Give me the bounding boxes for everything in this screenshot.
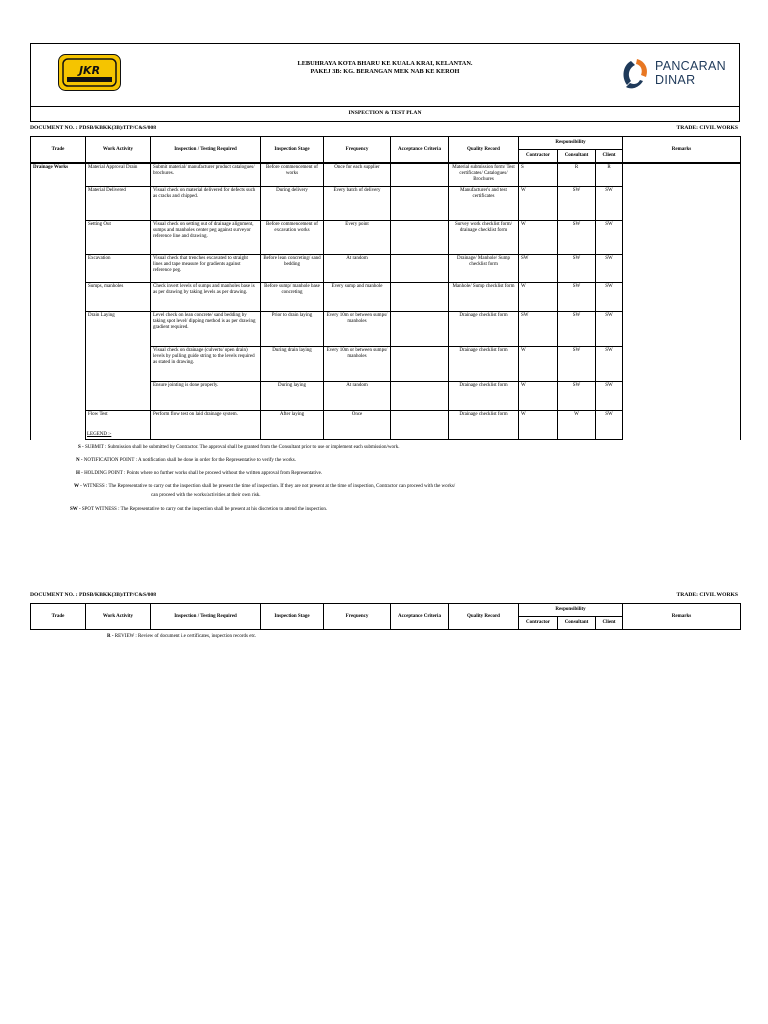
legend-sw-key: SW - bbox=[70, 507, 81, 512]
cell-quality: Manufacturer's and test certificates bbox=[449, 187, 519, 221]
cell-frequency: At random bbox=[324, 255, 391, 283]
cell-inspection: Visual check on drainage (culverts/ open drain) levels by pulling guide string to the levels required as stated in drawing. bbox=[151, 347, 261, 382]
itp-page-2 bbox=[30, 589, 740, 630]
col-inspection: Inspection / Testing Required bbox=[151, 137, 261, 163]
col-acceptance: Acceptance Criteria bbox=[391, 137, 449, 163]
cell-trade bbox=[31, 312, 86, 347]
legend-title: LEGEND :- bbox=[87, 432, 112, 437]
cell-remarks bbox=[623, 164, 741, 187]
cell-client: SW bbox=[596, 411, 623, 440]
col-responsibility-2: Responsibility bbox=[519, 604, 623, 617]
cell-consultant: SW bbox=[558, 187, 596, 221]
cell-remarks bbox=[623, 187, 741, 221]
col-trade: Trade bbox=[31, 137, 86, 163]
cell-consultant: SW bbox=[558, 347, 596, 382]
cell-inspection: Level check on lean concrete/ sand bedding by taking spot level/ dipping method is as per drawing gradient required. bbox=[151, 312, 261, 347]
cell-frequency: Once for each supplier bbox=[324, 164, 391, 187]
legend-spot-witness bbox=[70, 507, 327, 513]
col-trade-2: Trade bbox=[31, 604, 86, 630]
cell-stage: Before commencement of excavation works bbox=[261, 221, 324, 255]
cell-stage: Before sump/ manhole base concreting bbox=[261, 283, 324, 312]
jkr-logo-text: JKR bbox=[78, 64, 101, 77]
legend-n-key: N - bbox=[76, 458, 83, 463]
cell-client: SW bbox=[596, 255, 623, 283]
col-inspection-2: Inspection / Testing Required bbox=[151, 604, 261, 630]
document-info-line-2 bbox=[30, 589, 740, 603]
project-title bbox=[181, 60, 589, 76]
col-quality-record-2: Quality Record bbox=[449, 604, 519, 630]
legend-holding bbox=[76, 471, 322, 477]
cell-inspection: Visual check on setting out of drainage alignment, sumps and manholes center peg against surveyor reference line and drawing. bbox=[151, 221, 261, 255]
cell-inspection: Visual check on material delivered for defects such as cracks and chipped. bbox=[151, 187, 261, 221]
cell-frequency: At random bbox=[324, 382, 391, 411]
cell-acceptance bbox=[391, 221, 449, 255]
legend-h-key: H - bbox=[76, 471, 83, 476]
col-work-activity: Work Activity bbox=[86, 137, 151, 163]
cell-remarks bbox=[623, 347, 741, 382]
document-info-line bbox=[30, 122, 740, 136]
cell-client: SW bbox=[596, 312, 623, 347]
legend-w-text-1: WITNESS : The Representative to carry out the inspection shall be present the time of inspection. If they are not present at the time of inspection, Contractor can proceed with the works/ bbox=[83, 484, 456, 489]
cell-client: R bbox=[596, 164, 623, 187]
cell-acceptance bbox=[391, 255, 449, 283]
document-header bbox=[30, 43, 740, 107]
legend-s-text: SUBMIT : Submission shall be submitted by Contractor. The approval shall be granted from the Consultant prior to use or implement each submission/work. bbox=[84, 445, 400, 450]
table-row bbox=[31, 382, 741, 411]
itp-table-header-2 bbox=[30, 603, 741, 630]
cell-client: SW bbox=[596, 382, 623, 411]
cell-inspection: Perform flow test on laid drainage system. bbox=[151, 411, 261, 440]
cell-acceptance bbox=[391, 312, 449, 347]
legend-s-key: S - bbox=[78, 445, 84, 450]
legend-submit bbox=[78, 445, 399, 451]
cell-client: SW bbox=[596, 347, 623, 382]
cell-frequency: Every sump and manhole bbox=[324, 283, 391, 312]
brand-line-2: DINAR bbox=[655, 73, 696, 87]
cell-contractor: W bbox=[519, 283, 558, 312]
legend-h-text: HOLDING POINT : Points where no further works shall be proceed without the written approval from Representative. bbox=[84, 471, 323, 476]
cell-contractor: SW bbox=[519, 255, 558, 283]
jkr-logo bbox=[58, 54, 121, 91]
cell-frequency: Once bbox=[324, 411, 391, 440]
cell-quality: Survey work checklist form/ drainage checklist form bbox=[449, 221, 519, 255]
trade-label-2: TRADE: CIVIL WORKS bbox=[676, 592, 738, 598]
cell-consultant: SW bbox=[558, 283, 596, 312]
cell-stage: Before commencement of works bbox=[261, 164, 324, 187]
cell-consultant: SW bbox=[558, 382, 596, 411]
cell-quality: Drainage checklist form bbox=[449, 347, 519, 382]
document-number-2: DOCUMENT NO. : PDSB/KBKK(3B)/ITP/C&S/008 bbox=[30, 592, 157, 598]
cell-consultant: R bbox=[558, 164, 596, 187]
cell-activity: Drain Laying bbox=[86, 312, 151, 347]
legend-r-text: REVIEW : Review of document i.e certificates, inspection records etc. bbox=[114, 634, 257, 639]
pancaran-dinar-mark-icon bbox=[619, 57, 651, 91]
cell-contractor: W bbox=[519, 411, 558, 440]
cell-stage: During laying bbox=[261, 382, 324, 411]
col-contractor-2: Contractor bbox=[519, 617, 558, 630]
cell-activity: Sumps, manholes bbox=[86, 283, 151, 312]
cell-consultant: W bbox=[558, 411, 596, 440]
col-remarks-2: Remarks bbox=[623, 604, 741, 630]
col-contractor: Contractor bbox=[519, 150, 558, 163]
cell-client: SW bbox=[596, 283, 623, 312]
cell-stage: During delivery bbox=[261, 187, 324, 221]
cell-acceptance bbox=[391, 411, 449, 440]
table-row bbox=[31, 255, 741, 283]
cell-activity: Setting Out bbox=[86, 221, 151, 255]
cell-stage: Prior to drain laying bbox=[261, 312, 324, 347]
col-quality-record: Quality Record bbox=[449, 137, 519, 163]
cell-quality: Drainage/ Manhole/ Sump checklist form bbox=[449, 255, 519, 283]
cell-trade bbox=[31, 221, 86, 255]
cell-activity: Excavation bbox=[86, 255, 151, 283]
col-frequency-2: Frequency bbox=[324, 604, 391, 630]
cell-contractor: W bbox=[519, 382, 558, 411]
col-stage-2: Inspection Stage bbox=[261, 604, 324, 630]
brand-name bbox=[655, 59, 726, 87]
cell-frequency: Every point bbox=[324, 221, 391, 255]
cell-remarks bbox=[623, 283, 741, 312]
cell-activity: Material Approval Drain bbox=[86, 164, 151, 187]
legend-witness-cont: can proceed with the works/activities at their own risk. bbox=[151, 493, 261, 498]
cell-remarks bbox=[623, 382, 741, 411]
col-consultant-2: Consultant bbox=[558, 617, 596, 630]
project-line-2: PAKEJ 3B: KG. BERANGAN MEK NAB KE KEROH bbox=[310, 68, 460, 75]
itp-page-1 bbox=[30, 43, 740, 440]
legend-notification bbox=[76, 458, 296, 464]
cell-trade bbox=[31, 411, 86, 440]
col-work-activity-2: Work Activity bbox=[86, 604, 151, 630]
plan-title: INSPECTION & TEST PLAN bbox=[348, 110, 422, 116]
cell-acceptance bbox=[391, 187, 449, 221]
plan-title-band bbox=[30, 107, 740, 122]
itp-table-header bbox=[30, 136, 741, 163]
cell-contractor: W bbox=[519, 187, 558, 221]
cell-remarks bbox=[623, 221, 741, 255]
cell-activity bbox=[86, 382, 151, 411]
col-consultant: Consultant bbox=[558, 150, 596, 163]
table-row bbox=[31, 164, 741, 187]
col-frequency: Frequency bbox=[324, 137, 391, 163]
table-row bbox=[31, 283, 741, 312]
trade-label: TRADE: CIVIL WORKS bbox=[676, 125, 738, 131]
cell-activity: Material Delivered bbox=[86, 187, 151, 221]
cell-inspection: Check invert levels of sumps and manholes base is as per drawing by taking levels as per drawing. bbox=[151, 283, 261, 312]
table-row bbox=[31, 411, 741, 440]
cell-consultant: SW bbox=[558, 255, 596, 283]
itp-table-body bbox=[30, 163, 741, 440]
brand-line-1: PANCARAN bbox=[655, 59, 726, 73]
cell-trade: Drainage Works bbox=[31, 164, 86, 187]
cell-consultant: SW bbox=[558, 312, 596, 347]
legend-witness bbox=[74, 484, 455, 490]
legend-r-key: R - bbox=[107, 634, 114, 639]
cell-quality: Drainage checklist form bbox=[449, 411, 519, 440]
cell-remarks bbox=[623, 411, 741, 440]
table-row bbox=[31, 347, 741, 382]
cell-acceptance bbox=[391, 164, 449, 187]
col-responsibility: Responsibility bbox=[519, 137, 623, 150]
cell-stage: Before lean concreting/ sand bedding bbox=[261, 255, 324, 283]
document-number: DOCUMENT NO. : PDSB/KBKK(3B)/ITP/C&S/008 bbox=[30, 125, 157, 131]
cell-consultant: SW bbox=[558, 221, 596, 255]
cell-acceptance bbox=[391, 283, 449, 312]
col-client-2: Client bbox=[596, 617, 623, 630]
cell-remarks bbox=[623, 312, 741, 347]
cell-acceptance bbox=[391, 347, 449, 382]
cell-frequency: Every 10m or between sumps/ manholes bbox=[324, 312, 391, 347]
cell-trade bbox=[31, 283, 86, 312]
col-remarks: Remarks bbox=[623, 137, 741, 163]
table-row bbox=[31, 221, 741, 255]
project-line-1: LEBUHRAYA KOTA BHARU KE KUALA KRAI, KELANTAN. bbox=[297, 60, 473, 67]
legend-w-key: W - bbox=[74, 484, 82, 489]
legend-n-text: NOTIFICATION POINT : A notification shall be done in order for the Representative to verify the works. bbox=[83, 458, 297, 463]
cell-contractor: S bbox=[519, 164, 558, 187]
cell-client: SW bbox=[596, 187, 623, 221]
cell-trade bbox=[31, 187, 86, 221]
pancaran-dinar-logo bbox=[617, 56, 729, 92]
cell-quality: Drainage checklist form bbox=[449, 382, 519, 411]
col-stage: Inspection Stage bbox=[261, 137, 324, 163]
cell-frequency: Every 10m or between sumps/ manholes bbox=[324, 347, 391, 382]
cell-inspection: Submit material/ manufacturer product catalogues/ brochures. bbox=[151, 164, 261, 187]
cell-activity: Flow Test bbox=[86, 411, 151, 440]
col-client: Client bbox=[596, 150, 623, 163]
cell-stage: After laying bbox=[261, 411, 324, 440]
cell-activity bbox=[86, 347, 151, 382]
cell-quality: Drainage checklist form bbox=[449, 312, 519, 347]
cell-trade bbox=[31, 382, 86, 411]
cell-trade bbox=[31, 347, 86, 382]
cell-remarks bbox=[623, 255, 741, 283]
legend-sw-text: SPOT WITNESS : The Representative to carry out the inspection shall be present at his discretion to attend the inspection. bbox=[81, 507, 328, 512]
table-row bbox=[31, 312, 741, 347]
cell-stage: During drain laying bbox=[261, 347, 324, 382]
cell-trade bbox=[31, 255, 86, 283]
cell-quality: Material submission form/ Test certificates/ Catalogues/ Brochures bbox=[449, 164, 519, 187]
cell-contractor: SW bbox=[519, 312, 558, 347]
cell-contractor: W bbox=[519, 347, 558, 382]
table-row bbox=[31, 187, 741, 221]
col-acceptance-2: Acceptance Criteria bbox=[391, 604, 449, 630]
cell-quality: Manhole/ Sump checklist form bbox=[449, 283, 519, 312]
cell-contractor: W bbox=[519, 221, 558, 255]
cell-client: SW bbox=[596, 221, 623, 255]
cell-acceptance bbox=[391, 382, 449, 411]
cell-frequency: Every batch of delivery bbox=[324, 187, 391, 221]
cell-inspection: Ensure jointing is done properly. bbox=[151, 382, 261, 411]
cell-inspection: Visual check that trenches excavated to straight lines and tape measure for gradients against reference peg. bbox=[151, 255, 261, 283]
legend-review bbox=[107, 634, 256, 640]
